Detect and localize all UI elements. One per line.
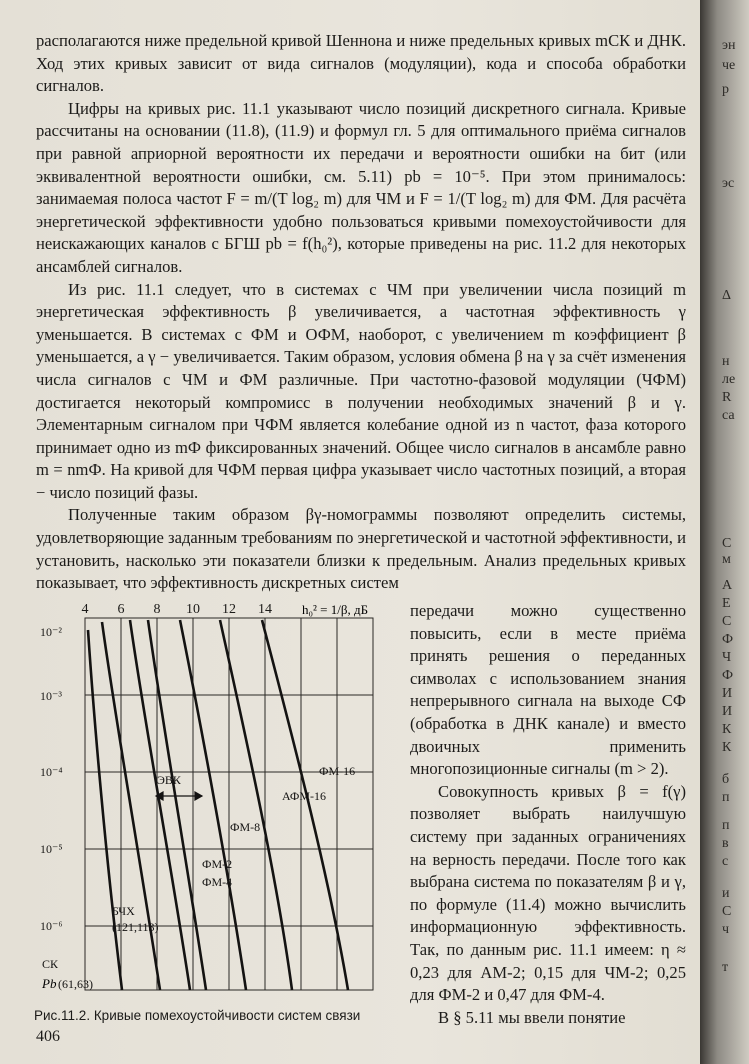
edge-fragment: че [722,58,736,73]
label-fm4: ФМ-4 [202,875,233,889]
edge-fragment: С [722,904,732,919]
y-tick-1e-2: 10⁻² [40,625,62,639]
curve-afm16 [220,620,292,990]
edge-fragment: са [722,408,735,423]
figure-11-2 [30,600,402,1020]
y-axis-label: Pb [42,976,57,991]
edge-fragment: Ф [722,668,734,683]
edge-fragment: Ч [722,650,732,665]
edge-fragment: С [722,614,732,629]
paragraph-1: располагаются ниже предельной кривой Шеннона и ниже предельных кривых mСК и ДНК. Ход этих кривых зависит от вида сигналов (модуляции), кода и способа обработки сигналов. [36,31,686,96]
paragraph-4: Полученные таким образом βγ-номограммы позволяют определить системы, удовлетворяющие заданным требованиям по энергетической и частотной эффективности, и установить, насколько эти показатели близки к предельным. Анализ предельных кривых показывает, что эффективность дискретных систем [36,505,686,593]
label-bch: БЧХ [112,904,135,918]
label-fm16: ФМ-16 [319,764,356,778]
edge-fragment: эн [722,38,736,53]
edge-fragment: Ф [722,632,734,647]
edge-fragment: Е [722,596,731,611]
paragraph-3: Из рис. 11.1 следует, что в системах с ЧМ при увеличении числа позиций m энергетическая эффективность β увеличивается, а частотная эффективность γ уменьшается. В системах с ФМ и ОФМ, наоборот, с увеличением m коэффициент β уменьшается, а γ − увеличивается. Таким образом, условия обмена β на γ за счёт изменения числа сигналов с ЧМ и ФМ различные. При частотно-фазовой модуляции (ЧФМ) достигается некоторый компромисс в получении необходимых значений β и γ. Элементарным сигналом при ЧФМ является колебание одной из n частот, фаза которого принимает одно из mФ фиксированных значений. Общее число сигналов в ансамбле равно m = nmФ. На кривой для ЧФМ первая цифра указывает число частотных позиций, а вторая − число позиций фазы. [36,279,686,502]
wrapped-text [410,600,686,1029]
x-axis-label: h₀² = 1/β, дБ [302,602,369,617]
edge-fragment: ч [722,922,730,937]
label-fm2: ФМ-2 [202,857,233,871]
x-tick-14: 14 [258,602,272,617]
paragraph-2: Цифры на кривых рис. 11.1 указывают число позиций дискретного сигнала. Кривые рассчитаны на основании (11.8), (11.9) и формул гл. 5 для оптимального приёма сигналов при равной априорной вероятности их передачи и вероятности ошибки на бит (или эквивалентной вероятности ошибки, см. 5.11) pb = 10⁻⁵. При этом принималось: занимаемая полоса частот F = m/(T log₂ m) для ЧМ и F = 1/(T log₂ m) для ФМ. Для расчёта энергетической эффективности удобно пользоваться кривыми помехоустойчивости для неискажающих каналов с БГШ pb = f(h₀²), которые приведены на рис. 11.2 для некоторых ансамблей сигналов. [36,98,686,276]
edge-fragment: т [722,960,729,975]
edge-fragment: м [722,552,731,567]
label-sk-params: (61,63) [58,977,93,991]
edge-fragment: К [722,722,732,737]
edge-fragment: С [722,536,732,551]
y-tick-1e-4: 10⁻⁴ [40,765,63,779]
curve-bch [102,622,160,990]
y-tick-1e-5: 10⁻⁵ [40,842,63,856]
label-evk: ЭВК [157,773,181,787]
label-fm8: ФМ-8 [230,820,261,834]
edge-fragment: н [722,354,730,369]
edge-fragment: б [722,772,730,787]
curve-sk [88,630,122,990]
curve-fm8 [180,620,246,990]
x-tick-12: 12 [222,602,236,617]
wrap-paragraph-1: передачи можно существенно повысить, если в месте приёма принять решения о переданных символах с использованием знания непрерывного сигнала на выходе СФ (обработка в ДНК канале) и вместо двоичных применить многопозиционные сигналы (m > 2). [410,601,686,779]
y-tick-1e-6: 10⁻⁶ [40,919,63,933]
edge-fragment: р [722,82,729,97]
x-tick-8: 8 [153,602,161,617]
main-text [36,30,686,595]
curve-fm16 [262,620,348,990]
figure-caption: Рис.11.2. Кривые помехоустойчивости систем связи [34,1008,361,1023]
x-tick-4: 4 [81,602,89,617]
edge-fragment: К [722,740,732,755]
edge-fragment: И [722,704,733,719]
wrap-paragraph-3: В § 5.11 мы ввели понятие [438,1007,626,1027]
y-tick-1e-3: 10⁻³ [40,689,62,703]
edge-fragment: и [722,886,730,901]
edge-fragment: эс [722,176,735,191]
edge-fragment: R [722,390,732,405]
edge-fragment: Δ [722,288,732,303]
edge-fragment: с [722,854,729,869]
edge-fragment: п [722,790,730,805]
noise-immunity-plot [30,600,402,1010]
wrap-paragraph-2: Совокупность кривых β = f(γ) позволяет выбрать наилучшую систему при заданных ограничениях на верность передачи. После того как выбрана система по показателям β и γ, по формуле (11.4) можно вычислить информационную эффективность. Так, по данным рис. 11.1 имеем: η ≈ 0,23 для АМ-2; 0,15 для ЧМ-2; 0,25 для ФМ-2 и 0,47 для ФМ-4. [410,781,686,1005]
edge-fragment: А [722,578,733,593]
page-number: 406 [36,1028,60,1045]
x-tick-10: 10 [186,602,200,617]
edge-fragment: И [722,686,733,701]
label-sk: СК [42,957,59,971]
edge-fragment: п [722,818,730,833]
label-afm16: АФМ-16 [282,789,327,803]
edge-fragment: в [722,836,729,851]
edge-fragment: ле [722,372,736,387]
x-tick-6: 6 [117,602,125,617]
curve-fm2 [130,620,190,990]
label-bch-params: (121,113) [112,920,159,934]
